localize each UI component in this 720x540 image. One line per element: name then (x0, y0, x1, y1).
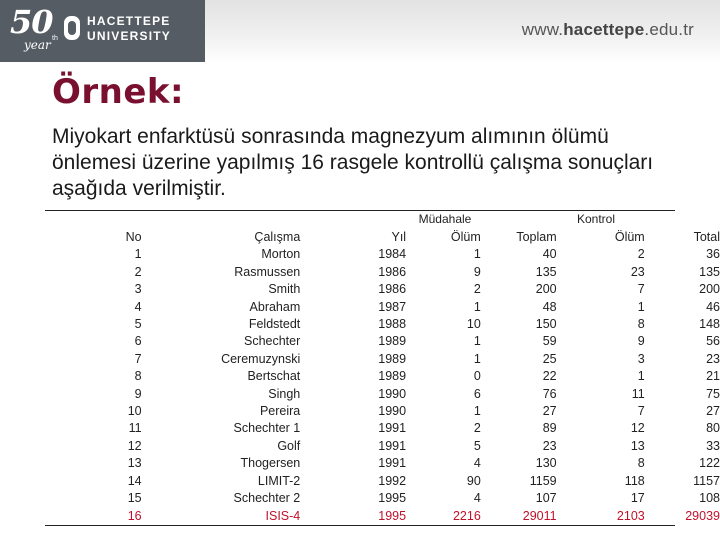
cell-treatment-deaths: 10 (466, 317, 481, 332)
table-row (80, 368, 720, 385)
logo-anniversary-number: 50 (10, 3, 53, 41)
cell-treatment-total: 130 (535, 456, 557, 471)
cell-year: 1995 (378, 508, 407, 523)
cell-control-total: 46 (706, 299, 720, 314)
cell-year: 1984 (378, 247, 407, 262)
cell-year: 1990 (378, 386, 407, 401)
table-row (80, 508, 720, 525)
cell-control-deaths: 7 (637, 282, 645, 297)
header-bar (0, 0, 720, 62)
table-top-rule (45, 210, 675, 211)
table-row (80, 264, 720, 281)
cell-year: 1989 (378, 369, 407, 384)
cell-study: Abraham (249, 299, 301, 314)
table-row (80, 403, 720, 420)
cell-control-total: 200 (699, 282, 720, 297)
cell-year: 1989 (378, 334, 407, 349)
cell-treatment-deaths: 9 (473, 264, 481, 279)
cell-study: Thogersen (240, 456, 301, 471)
cell-treatment-deaths: 1 (473, 247, 481, 262)
column-header-treatment-deaths: Ölüm (450, 230, 481, 244)
cell-study: Feldstedt (248, 317, 301, 332)
table-row (80, 351, 720, 368)
cell-control-total: 36 (706, 247, 720, 262)
slide-title: Örnek: (52, 72, 185, 112)
cell-year: 1990 (378, 404, 407, 419)
university-name-line1: HACETTEPE (87, 14, 171, 28)
cell-control-total: 108 (699, 491, 720, 506)
cell-study: Rasmussen (234, 264, 301, 279)
cell-control-deaths: 1 (637, 299, 645, 314)
cell-treatment-total: 27 (542, 404, 557, 419)
cell-treatment-total: 48 (542, 299, 557, 314)
cell-no: 4 (134, 299, 142, 314)
cell-control-deaths: 1 (637, 369, 645, 384)
cell-control-total: 80 (706, 421, 720, 436)
cell-study: Singh (268, 386, 301, 401)
column-header-control-deaths: Ölüm (614, 230, 645, 244)
cell-control-total: 56 (706, 334, 720, 349)
slide-description: Miyokart enfarktüsü sonrasında magnezyum alımının ölümü önlemesi üzerine yapılmış 16 rasgele kontrollü çalışma sonuçları aşağıda verilmiştir. (52, 125, 654, 200)
table-row (80, 299, 720, 316)
university-name (87, 14, 171, 44)
cell-year: 1986 (378, 264, 407, 279)
table-row (80, 490, 720, 507)
cell-treatment-total: 40 (542, 247, 557, 262)
cell-year: 1987 (378, 299, 407, 314)
cell-treatment-deaths: 5 (473, 438, 481, 453)
column-header-treatment-total: Toplam (516, 230, 557, 244)
cell-treatment-deaths: 1 (473, 299, 481, 314)
cell-control-total: 135 (699, 264, 720, 279)
cell-treatment-deaths: 4 (473, 456, 481, 471)
cell-study: ISIS-4 (265, 508, 301, 523)
cell-treatment-total: 29011 (522, 508, 557, 523)
table-body (80, 246, 720, 525)
logo-anniversary-suffix: th (52, 35, 58, 42)
cell-control-deaths: 17 (630, 491, 645, 506)
cell-control-deaths: 2103 (616, 508, 645, 523)
website-domain: hacettepe (563, 20, 645, 39)
column-header-study: Çalışma (254, 230, 301, 244)
cell-control-deaths: 13 (630, 438, 645, 453)
cell-control-deaths: 11 (631, 386, 645, 401)
university-logo[interactable] (0, 0, 205, 62)
cell-study: LIMIT-2 (257, 473, 301, 488)
website-url[interactable] (522, 20, 694, 40)
cell-control-total: 75 (706, 386, 720, 401)
cell-no: 7 (134, 351, 142, 366)
cell-control-deaths: 7 (637, 404, 645, 419)
cell-no: 9 (134, 386, 142, 401)
table-row (80, 333, 720, 350)
cell-control-deaths: 12 (630, 421, 645, 436)
column-header-no: No (125, 230, 142, 244)
cell-no: 12 (127, 438, 142, 453)
cell-no: 8 (134, 369, 142, 384)
cell-no: 1 (134, 247, 142, 262)
cell-study: Schechter 1 (233, 421, 301, 436)
cell-control-deaths: 2 (637, 247, 645, 262)
cell-no: 2 (134, 264, 142, 279)
cell-treatment-total: 200 (535, 282, 557, 297)
cell-no: 16 (127, 508, 142, 523)
table-row (80, 438, 720, 455)
cell-treatment-total: 107 (535, 491, 557, 506)
cell-study: Pereira (259, 404, 301, 419)
cell-treatment-deaths: 4 (473, 491, 481, 506)
cell-treatment-deaths: 2 (473, 282, 481, 297)
cell-year: 1995 (378, 491, 407, 506)
table-row (80, 420, 720, 437)
cell-control-total: 23 (706, 351, 720, 366)
cell-year: 1986 (378, 282, 407, 297)
cell-treatment-total: 1159 (529, 473, 557, 488)
cell-treatment-deaths: 1 (473, 334, 481, 349)
table-row (80, 386, 720, 403)
cell-no: 5 (134, 317, 142, 332)
cell-year: 1991 (378, 421, 407, 436)
cell-no: 13 (127, 456, 142, 471)
cell-year: 1991 (378, 456, 407, 471)
cell-study: Bertschat (247, 369, 301, 384)
cell-study: Golf (277, 438, 301, 453)
cell-year: 1992 (378, 473, 407, 488)
cell-study: Smith (268, 282, 301, 297)
group-header-kontrol: Kontrol (576, 212, 616, 226)
cell-control-total: 29039 (685, 508, 720, 523)
cell-treatment-deaths: 2 (473, 421, 481, 436)
table-bottom-rule (45, 525, 675, 526)
cell-control-total: 1157 (693, 473, 720, 488)
cell-treatment-total: 22 (542, 369, 557, 384)
website-suffix: .edu.tr (644, 20, 694, 39)
cell-treatment-deaths: 2216 (452, 508, 481, 523)
cell-control-deaths: 8 (637, 317, 645, 332)
cell-no: 14 (127, 473, 142, 488)
cell-no: 10 (127, 404, 142, 419)
cell-study: Morton (261, 247, 301, 262)
cell-year: 1991 (378, 438, 407, 453)
university-emblem-icon (64, 16, 80, 40)
group-header-mudahale: Müdahale (418, 212, 472, 226)
cell-treatment-total: 135 (535, 264, 557, 279)
cell-no: 3 (134, 282, 142, 297)
column-header-year: Yıl (391, 230, 407, 244)
cell-treatment-deaths: 90 (466, 473, 481, 488)
cell-control-deaths: 8 (637, 456, 645, 471)
column-header-control-total: Total (693, 230, 720, 244)
table-row (80, 473, 720, 490)
cell-control-total: 148 (699, 317, 720, 332)
cell-control-total: 33 (706, 438, 720, 453)
cell-treatment-total: 76 (542, 386, 557, 401)
study-results-table (80, 229, 720, 525)
cell-study: Ceremuzynski (221, 351, 301, 366)
cell-treatment-deaths: 0 (473, 369, 481, 384)
cell-treatment-total: 23 (542, 438, 557, 453)
cell-no: 15 (127, 491, 142, 506)
cell-control-deaths: 118 (624, 473, 645, 488)
cell-treatment-deaths: 6 (473, 386, 481, 401)
cell-no: 11 (128, 421, 142, 436)
cell-treatment-total: 89 (542, 421, 557, 436)
table-row (80, 281, 720, 298)
table-row (80, 455, 720, 472)
university-name-line2: UNIVERSITY (87, 29, 172, 43)
cell-control-total: 122 (699, 456, 720, 471)
cell-treatment-deaths: 1 (473, 404, 481, 419)
cell-control-total: 27 (706, 404, 720, 419)
cell-control-deaths: 23 (630, 264, 645, 279)
cell-year: 1988 (378, 317, 407, 332)
cell-year: 1989 (378, 351, 407, 366)
cell-treatment-total: 59 (542, 334, 557, 349)
cell-study: Schechter (243, 334, 301, 349)
table-header-row (80, 229, 720, 246)
cell-no: 6 (134, 334, 142, 349)
logo-anniversary-year: year (24, 38, 51, 52)
cell-study: Schechter 2 (233, 491, 301, 506)
table-row (80, 246, 720, 263)
cell-treatment-deaths: 1 (473, 351, 481, 366)
cell-treatment-total: 150 (535, 317, 557, 332)
cell-treatment-total: 25 (542, 351, 557, 366)
website-prefix: www. (521, 20, 564, 39)
cell-control-deaths: 9 (637, 334, 645, 349)
table-row (80, 316, 720, 333)
cell-control-total: 21 (706, 369, 720, 384)
cell-control-deaths: 3 (637, 351, 645, 366)
